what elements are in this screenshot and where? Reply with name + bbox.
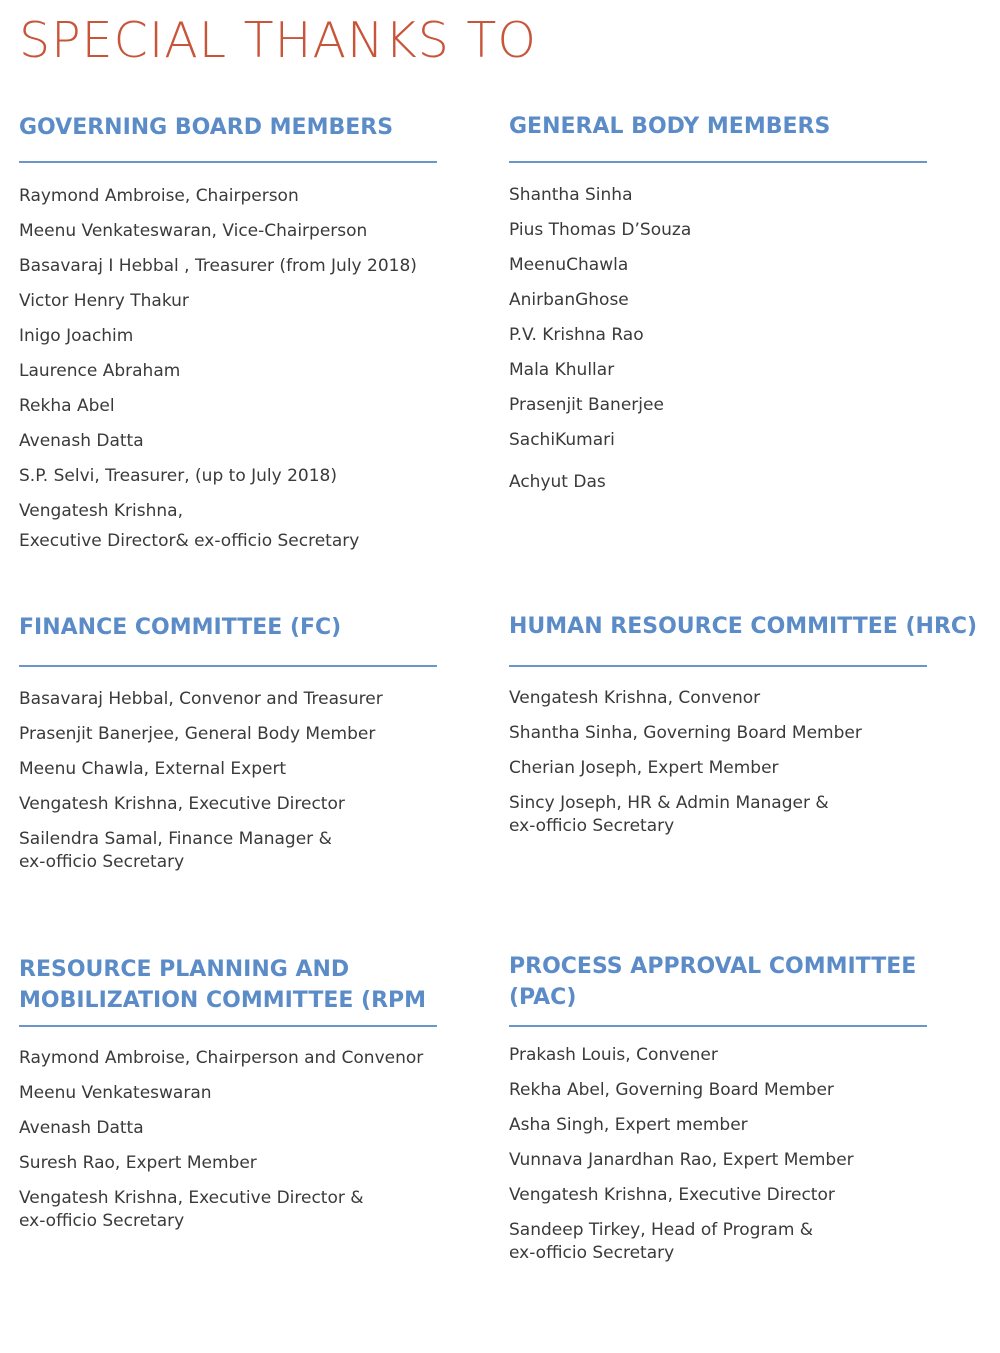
governing-board-member: Rekha Abel <box>19 396 115 416</box>
governing-board-member: Avenash Datta <box>19 431 144 451</box>
hr-committee-member: Shantha Sinha, Governing Board Member <box>509 723 862 743</box>
finance-committee-section <box>19 612 449 872</box>
pac-committee-section <box>509 951 939 1263</box>
hr-committee-member: Cherian Joseph, Expert Member <box>509 758 779 778</box>
general-body-divider <box>509 161 927 163</box>
general-body-member: Shantha Sinha <box>509 185 633 205</box>
rpm-heading-line-1: RESOURCE PLANNING AND <box>19 957 350 982</box>
general-body-heading: GENERAL BODY MEMBERS <box>509 114 831 139</box>
general-body-section <box>509 111 939 492</box>
governing-board-member: S.P. Selvi, Treasurer, (up to July 2018) <box>19 466 337 486</box>
governing-board-member: Inigo Joachim <box>19 326 134 346</box>
page-title: SPECIAL THANKS TO <box>19 12 537 69</box>
pac-heading-line-1: PROCESS APPROVAL COMMITTEE <box>509 954 917 979</box>
hr-committee-section <box>509 611 978 836</box>
general-body-member: Pius Thomas D’Souza <box>509 220 692 240</box>
pac-committee-member: Rekha Abel, Governing Board Member <box>509 1080 834 1100</box>
governing-board-member: Vengatesh Krishna, <box>19 501 183 521</box>
rpm-committee-member: Vengatesh Krishna, Executive Director & <box>19 1188 364 1208</box>
finance-committee-divider <box>19 665 437 667</box>
rpm-committee-section <box>19 954 449 1231</box>
hr-committee-member: Sincy Joseph, HR & Admin Manager & <box>509 793 829 813</box>
general-body-member: Prasenjit Banerjee <box>509 395 664 415</box>
pac-committee-member: Vengatesh Krishna, Executive Director <box>509 1185 835 1205</box>
pac-heading-line-2: (PAC) <box>509 985 577 1010</box>
rpm-committee-member: Meenu Venkateswaran <box>19 1083 212 1103</box>
pac-committee-member: Vunnava Janardhan Rao, Expert Member <box>509 1150 854 1170</box>
rpm-heading-line-2: MOBILIZATION COMMITTEE (RPM <box>19 988 427 1013</box>
governing-board-member: Executive Director& ex-officio Secretary <box>19 531 360 551</box>
general-body-member: AnirbanGhose <box>509 290 629 310</box>
pac-committee-member: ex-officio Secretary <box>509 1243 675 1263</box>
pac-committee-member: Asha Singh, Expert member <box>509 1115 748 1135</box>
finance-committee-member: Prasenjit Banerjee, General Body Member <box>19 724 376 744</box>
pac-committee-member: Sandeep Tirkey, Head of Program & <box>509 1220 814 1240</box>
finance-committee-member: Sailendra Samal, Finance Manager & <box>19 829 332 849</box>
governing-board-member: Basavaraj I Hebbal , Treasurer (from July 2018) <box>19 256 417 276</box>
general-body-member: Achyut Das <box>509 472 606 492</box>
governing-board-member: Meenu Venkateswaran, Vice-Chairperson <box>19 221 368 241</box>
governing-board-member: Laurence Abraham <box>19 361 181 381</box>
rpm-committee-heading <box>19 954 449 1016</box>
finance-committee-member: Vengatesh Krishna, Executive Director <box>19 794 345 814</box>
finance-committee-member: ex-officio Secretary <box>19 852 185 872</box>
rpm-committee-member: Suresh Rao, Expert Member <box>19 1153 257 1173</box>
hr-committee-member: Vengatesh Krishna, Convenor <box>509 688 761 708</box>
general-body-member: P.V. Krishna Rao <box>509 325 644 345</box>
rpm-committee-member: Raymond Ambroise, Chairperson and Convenor <box>19 1048 424 1068</box>
general-body-member: SachiKumari <box>509 430 615 450</box>
governing-board-member: Raymond Ambroise, Chairperson <box>19 186 299 206</box>
finance-committee-member: Basavaraj Hebbal, Convenor and Treasurer <box>19 689 383 709</box>
governing-board-section <box>19 112 449 551</box>
hr-committee-heading: HUMAN RESOURCE COMMITTEE (HRC) <box>509 614 978 639</box>
general-body-member: MeenuChawla <box>509 255 629 275</box>
hr-committee-member: ex-officio Secretary <box>509 816 675 836</box>
pac-committee-heading <box>509 951 939 1013</box>
rpm-committee-member: ex-officio Secretary <box>19 1211 185 1231</box>
pac-committee-divider <box>509 1025 927 1027</box>
general-body-member: Mala Khullar <box>509 360 615 380</box>
rpm-committee-member: Avenash Datta <box>19 1118 144 1138</box>
governing-board-member: Victor Henry Thakur <box>19 291 189 311</box>
hr-committee-divider <box>509 665 927 667</box>
rpm-committee-divider <box>19 1025 437 1027</box>
finance-committee-heading: FINANCE COMMITTEE (FC) <box>19 615 342 640</box>
finance-committee-member: Meenu Chawla, External Expert <box>19 759 287 779</box>
governing-board-divider <box>19 161 437 163</box>
governing-board-heading: GOVERNING BOARD MEMBERS <box>19 115 394 140</box>
pac-committee-member: Prakash Louis, Convener <box>509 1045 718 1065</box>
